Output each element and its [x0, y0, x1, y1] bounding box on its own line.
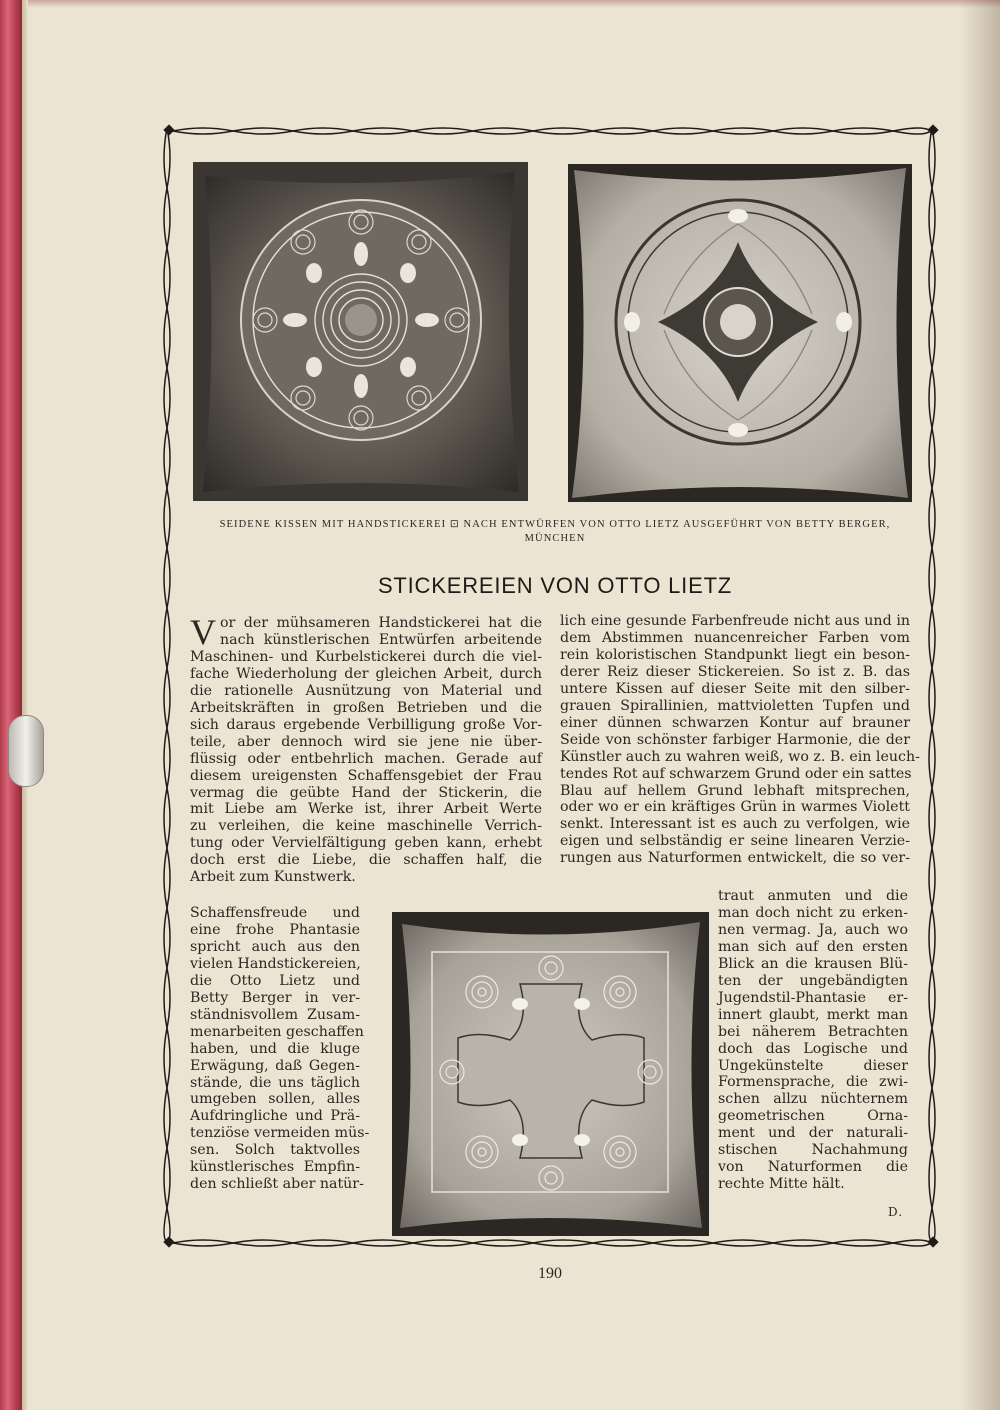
text-line: künstlerisches Empfin-	[190, 1159, 360, 1176]
text-line: sen. Solch taktvolles	[190, 1142, 360, 1159]
ornamental-border-right	[925, 128, 939, 1242]
text-line: mit Liebe am Werke ist, ihrer Arbeit Werte	[190, 801, 542, 818]
text-line: derer Reiz dieser Stickereien. So ist z. B. das	[560, 663, 910, 680]
page-shadow	[960, 0, 1000, 1410]
text-line: senkt. Interessant ist es auch zu verfolgen, wie	[560, 816, 910, 833]
text-line: sich daraus ergebende Verbilligung große Vor-	[190, 716, 542, 733]
text-line: bei näherem Betrachten	[718, 1023, 908, 1040]
page-number: 190	[538, 1265, 562, 1282]
text-line: traut anmuten und die	[718, 888, 908, 904]
article-column-right-continued	[718, 888, 908, 1193]
text-line: stischen Nachahmung	[718, 1142, 908, 1159]
text-line: einer dünnen schwarzen Kontur auf brauner	[560, 714, 910, 731]
text-line: zu verleihen, die keine maschinelle Verrich-	[190, 818, 542, 835]
text-line: nen vermag. Ja, auch wo	[718, 921, 908, 938]
drop-cap: V	[190, 612, 216, 652]
text-line: ment und der naturali-	[718, 1125, 908, 1142]
photo-caption-line2: MÜNCHEN	[524, 533, 586, 544]
text-line: man sich auf den ersten	[718, 938, 908, 955]
text-line: Betty Berger in ver-	[190, 989, 360, 1006]
text-line: Künstler auch zu wahren weiß, wo z. B. ein leuch-	[560, 748, 920, 765]
article-column-right	[560, 613, 920, 867]
text-line: nach künstlerischen Entwürfen arbeitende	[220, 631, 542, 648]
ornamental-border-top	[163, 124, 941, 138]
text-line: Ungekünstelte dieser	[718, 1057, 908, 1074]
text-line: eine frohe Phantasie	[190, 921, 360, 938]
text-line: eigen und selbständig er seine linearen Verzie-	[560, 833, 910, 850]
text-line: rungen aus Naturformen entwickelt, die so ver-	[560, 850, 910, 867]
text-line: menarbeiten geschaffen	[190, 1023, 364, 1040]
text-line: flüssig oder entbehrlich machen. Gerade auf	[190, 750, 542, 767]
paper-clip	[8, 715, 44, 787]
author-signature: D.	[888, 1205, 904, 1219]
text-line: or der mühsameren Handstickerei hat die	[220, 615, 542, 631]
text-line: innert glaubt, merkt man	[718, 1006, 908, 1023]
text-line: lich eine gesunde Farbenfreude nicht aus und in	[560, 613, 910, 629]
text-line: geometrischen Orna-	[718, 1108, 908, 1125]
text-line: stände, die uns täglich	[190, 1074, 360, 1091]
text-line: die rationelle Ausnützung von Material und	[190, 682, 542, 699]
photo-caption-line1: SEIDENE KISSEN MIT HANDSTICKEREI ⊡ NACH ENTWÜRFEN VON OTTO LIETZ AUSGEFÜHRT VON BETTY BERGER,	[219, 519, 891, 530]
text-line: Arbeitskräften in großen Betrieben und die	[190, 699, 542, 716]
cushion-photo-cross	[392, 912, 709, 1236]
text-line: teile, aber dennoch wird sie jene nie über-	[190, 733, 542, 750]
article-column-left-continued	[190, 905, 370, 1193]
text-line: rein koloristischen Standpunkt liegt ein beson-	[560, 646, 910, 663]
text-line: man doch nicht zu erken-	[718, 904, 908, 921]
text-line: ständnisvollem Zusam-	[190, 1006, 360, 1023]
book-spine	[0, 0, 22, 1410]
cushion-photo-star	[568, 164, 912, 502]
text-line: Maschinen- und Kurbelstickerei durch die viel-	[190, 648, 542, 665]
text-line: Jugendstil-Phantasie er-	[718, 989, 908, 1006]
text-line: ten der ungebändigten	[718, 972, 908, 989]
text-line: Seide von schönster farbiger Harmonie, die der	[560, 731, 910, 748]
ornamental-border-left	[160, 128, 174, 1242]
article-column-left	[190, 612, 542, 886]
text-line: doch erst die Liebe, die schaffen half, die	[190, 852, 542, 869]
text-line: fache Wiederholung der gleichen Arbeit, durch	[190, 665, 542, 682]
text-line: rechte Mitte hält.	[718, 1176, 845, 1193]
text-line: oder wo er ein kräftiges Grün in warmes Violett	[560, 799, 910, 816]
page-top-edge	[28, 0, 1000, 8]
text-line: diesem ureigensten Schaffensgebiet der Frau	[190, 767, 542, 784]
text-line: schen allzu nüchternem	[718, 1091, 908, 1108]
text-line: Blau auf hellem Grund lebhaft mitsprechen,	[560, 782, 910, 799]
text-line: tung oder Vervielfältigung geben kann, erhebt	[190, 835, 542, 852]
text-line: tendes Rot auf schwarzem Grund oder ein sattes	[560, 765, 912, 782]
text-line: Aufdringliche und Prä-	[190, 1108, 360, 1125]
text-line: Schaffensfreude und	[190, 905, 360, 921]
text-line: Blick an die krausen Blü-	[718, 955, 908, 972]
text-line: Arbeit zum Kunstwerk.	[190, 869, 356, 886]
text-line: spricht auch aus den	[190, 938, 360, 955]
text-line: vermag die geübte Hand der Stickerin, die	[190, 784, 542, 801]
text-line: tenziöse vermeiden müs-	[190, 1125, 370, 1142]
text-line: untere Kissen auf dieser Seite mit den silber-	[560, 680, 910, 697]
text-line: Erwägung, daß Gegen-	[190, 1057, 360, 1074]
text-line: umgeben sollen, alles	[190, 1091, 360, 1108]
text-line: von Naturformen die	[718, 1159, 908, 1176]
text-line: grauen Spirallinien, mattvioletten Tupfen und	[560, 697, 910, 714]
text-line: dem Abstimmen nuancenreicher Farben vom	[560, 629, 910, 646]
text-line: haben, und die kluge	[190, 1040, 360, 1057]
text-line: den schließt aber natür-	[190, 1176, 364, 1193]
text-line: vielen Handstickereien,	[190, 955, 361, 972]
ornamental-border-bottom	[163, 1236, 941, 1250]
cushion-photo-rosette	[193, 162, 528, 501]
page-gutter	[22, 0, 28, 1410]
text-line: Formensprache, die zwi-	[718, 1074, 908, 1091]
article-title: STICKEREIEN VON OTTO LIETZ	[377, 573, 733, 598]
text-line: doch das Logische und	[718, 1040, 908, 1057]
text-line: die Otto Lietz und	[190, 972, 360, 989]
